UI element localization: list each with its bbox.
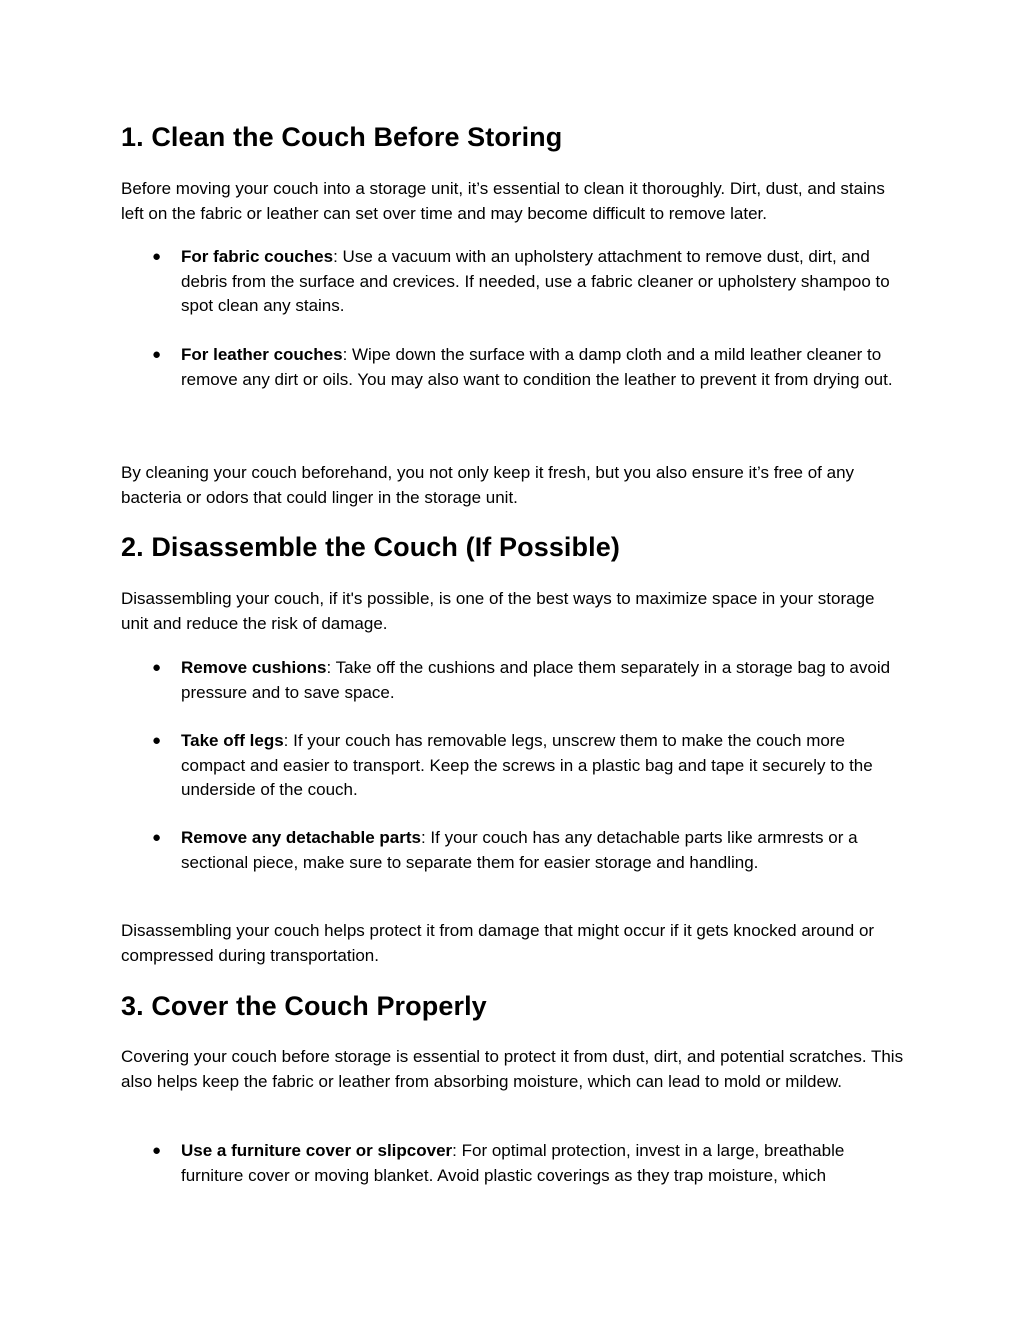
section-heading: 2. Disassemble the Couch (If Possible) (121, 532, 620, 562)
bullet-icon: ● (152, 346, 162, 363)
bullet-label: Remove any detachable parts (181, 828, 421, 847)
bullet-label: Remove cushions (181, 658, 327, 677)
bullet-icon: ● (152, 732, 162, 749)
bullet-body: : If your couch has removable legs, unscrew them to make the couch more compact and easier to transport. Keep the screws in a plastic bag and tape it securely to the underside of the couch. (181, 731, 873, 799)
bullet-text (181, 729, 906, 803)
bullet-icon: ● (152, 1142, 162, 1159)
section-heading: 1. Clean the Couch Before Storing (121, 122, 563, 152)
bullet-icon: ● (152, 248, 162, 265)
bullet-body: : For optimal protection, invest in a large, breathable furniture cover or moving blanket. Avoid plastic coverings as they trap moisture, which (181, 1141, 845, 1185)
bullet-text (181, 1139, 906, 1188)
bullet-label: Take off legs (181, 731, 284, 750)
section-outro: Disassembling your couch helps protect it from damage that might occur if it gets knocked around or compressed during transportation. (121, 921, 875, 965)
section-outro: By cleaning your couch beforehand, you not only keep it fresh, but you also ensure it’s free of any bacteria or odors that could linger in the storage unit. (121, 463, 855, 507)
bullet-text (181, 245, 906, 319)
bullet-icon: ● (152, 659, 162, 676)
bullet-label: For leather couches (181, 345, 343, 364)
bullet-label: For fabric couches (181, 247, 334, 266)
bullet-body: : Wipe down the surface with a damp cloth and a mild leather cleaner to remove any dirt or oils. You may also want to condition the leather to prevent it from drying out. (181, 345, 893, 389)
bullet-icon: ● (152, 829, 162, 846)
bullet-text (181, 656, 906, 705)
bullet-label: Use a furniture cover or slipcover (181, 1141, 453, 1160)
bullet-text (181, 343, 906, 392)
section-intro: Before moving your couch into a storage unit, it’s essential to clean it thoroughly. Dirt, dust, and stains left on the fabric or leather can set over time and may become difficult to remove later. (121, 179, 885, 223)
section-intro: Covering your couch before storage is essential to protect it from dust, dirt, and potential scratches. This also helps keep the fabric or leather from absorbing moisture, which can lead to mold or mildew. (121, 1047, 904, 1091)
section-intro: Disassembling your couch, if it's possible, is one of the best ways to maximize space in your storage unit and reduce the risk of damage. (121, 589, 875, 633)
section-heading: 3. Cover the Couch Properly (121, 991, 487, 1021)
bullet-text (181, 826, 906, 875)
bullet-body: : Use a vacuum with an upholstery attachment to remove dust, dirt, and debris from the surface and crevices. If needed, use a fabric cleaner or upholstery shampoo to spot clean any stains. (181, 247, 890, 315)
bullet-body: : If your couch has any detachable parts like armrests or a sectional piece, make sure to separate them for easier storage and handling. (181, 828, 858, 872)
bullet-body: : Take off the cushions and place them separately in a storage bag to avoid pressure and to save space. (181, 658, 891, 702)
